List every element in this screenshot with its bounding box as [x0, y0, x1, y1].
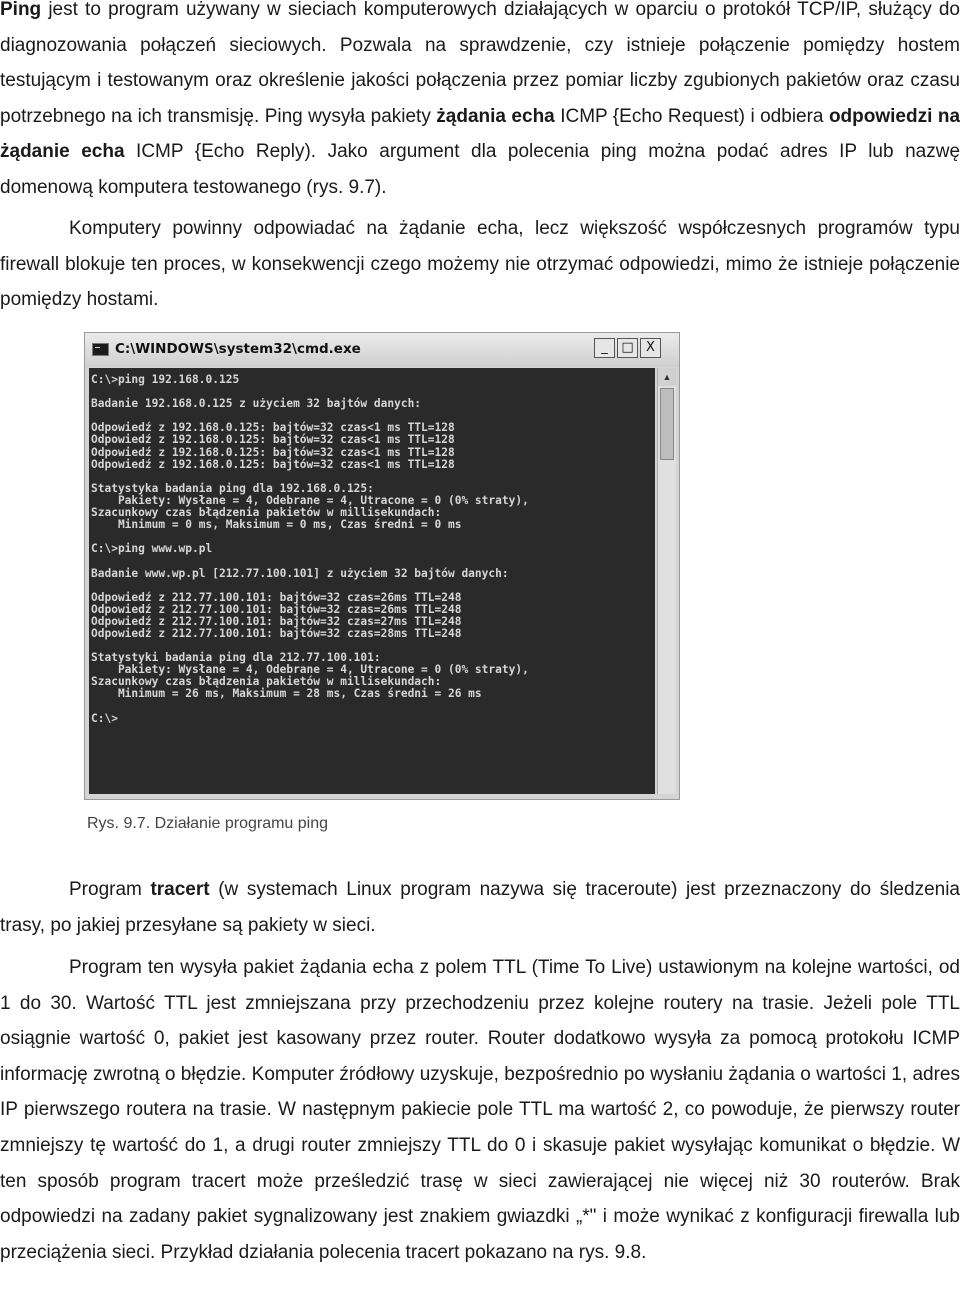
- scroll-up-arrow-icon[interactable]: ▲: [658, 368, 676, 386]
- console-text: C:\>ping 192.168.0.125 Badanie 192.168.0.125 z użyciem 32 bajtów danych: Odpowiedź z 192.168.0.125: bajtów=32 czas<1 ms TTL=128 Odpowiedź z 192.168.0.125: bajtów=32 czas<1 ms TTL=128 Odpowiedź z 192.168.0.125: bajtów=32 czas<1 ms TTL=128 Odpowiedź z 192.168.0.125: bajtów=32 czas<1 ms TTL=128 Statystyka badania ping dla 192.168.0.125: Pakiety: Wysłane = 4, Odebrane = 4, Utracone = 0 (0% straty), Szacunkowy czas błądzenia pakietów w millisekundach: Minimum = 0 ms, Maksimum = 0 ms, Czas średni = 0 ms C:\>ping www.wp.pl Badanie www.wp.pl [212.77.100.101] z użyciem 32 bajtów danych: Odpowiedź z 212.77.100.101: bajtów=32 czas=26ms TTL=248 Odpowiedź z 212.77.100.101: bajtów=32 czas=26ms TTL=248 Odpowiedź z 212.77.100.101: bajtów=32 czas=27ms TTL=248 Odpowiedź z 212.77.100.101: bajtów=32 czas=28ms TTL=248 Statystyki badania ping dla 212.77.100.101: Pakiety: Wysłane = 4, Odebrane = 4, Utracone = 0 (0% straty), Szacunkowy czas błądzenia pakietów w millisekundach: Minimum = 26 ms, Maksimum = 28 ms, Czas średni = 26 ms C:\>: [91, 373, 529, 725]
- term-ping: Ping: [0, 0, 42, 20]
- scroll-thumb[interactable]: [660, 388, 674, 460]
- text-segment: jest to program używany w sieciach komputerowych działających w oparciu o protokół TCP/IP, służący do diagnozowania połączeń sieciowych. Pozwala na sprawdzenie, czy istnieje połączenie pomiędzy hostem testującym i testowanym oraz określenie jakości połączenia przez pomiar liczby zgubionych pakietów oraz czasu potrzebnego na ich transmisję. Ping wysyła pakiety: [0, 0, 960, 127]
- maximize-button[interactable]: □: [617, 338, 638, 358]
- window-title: C:\WINDOWS\system32\cmd.exe: [115, 341, 361, 357]
- term-echo-reply: odpowiedzi na żądanie echa: [0, 105, 960, 163]
- text-segment: ICMP {Echo Request) i odbiera: [554, 105, 829, 127]
- minimize-button[interactable]: _: [594, 338, 615, 358]
- paragraph-firewall: [0, 211, 960, 318]
- console-output: [89, 368, 655, 794]
- paragraph-ping-intro: [0, 0, 960, 206]
- term-echo-request: żądania echa: [436, 105, 555, 127]
- text-segment: Program ten wysyła pakiet żądania echa z polem TTL (Time To Live) ustawionym na kolejne wartości, od 1 do 30. Wartość TTL jest zmniejszana przy przechodzeniu przez kolejne routery na trasie. Jeżeli pole TTL osiągnie wartość 0, pakiet jest kasowany przez router. Router dodatkowo wysyła za pomocą protokołu ICMP informację zwrotną o błędzie. Komputer źródłowy uzyskuje, bezpośrednio po wysłaniu żądania o wartości 1, adres IP pierwszego routera na trasie. W następnym pakiecie pole TTL ma wartość 2, co powoduje, że pierwszy router zmniejszy tę wartość do 1, a drugi router zmniejszy TTL do 0 i skasuje pakiet wysyłając komunikat o błędzie. W ten sposób program tracert może prześledzić trasę w sieci zawierającej nie więcej niż 30 routerów. Brak odpowiedzi na zadany pakiet sygnalizowany jest znakiem gwiazdki „*" i może wynikać z konfiguracji firewalla lub przeciążenia sieci. Przykład działania polecenia tracert pokazano na rys. 9.8.: [0, 957, 960, 1263]
- console-icon: [92, 343, 109, 356]
- window-title-bar: [85, 333, 679, 367]
- paragraph-tracert-details: [0, 950, 960, 1270]
- paragraph-tracert-intro: [0, 872, 960, 943]
- vertical-scrollbar[interactable]: [657, 368, 676, 794]
- text-segment: (w systemach Linux program nazywa się traceroute) jest przeznaczony do śledzenia trasy, po jakiej przesyłane są pakiety w sieci.: [0, 879, 960, 936]
- term-tracert: tracert: [150, 879, 210, 900]
- cmd-window-figure: [84, 332, 680, 800]
- text-segment: Komputery powinny odpowiadać na żądanie echa, lecz większość współczesnych programów typu firewall blokuje ten proces, w konsekwencji czego możemy nie otrzymać odpowiedzi, mimo że istnieje połączenie pomiędzy hostami.: [0, 218, 960, 311]
- close-button[interactable]: X: [640, 338, 661, 358]
- text-segment: ICMP {Echo Reply). Jako argument dla polecenia ping można podać adres IP lub nazwę domenową komputera testowanego (rys. 9.7).: [0, 141, 960, 198]
- text-segment: Program: [69, 879, 151, 900]
- figure-caption: Rys. 9.7. Działanie programu ping: [87, 815, 329, 832]
